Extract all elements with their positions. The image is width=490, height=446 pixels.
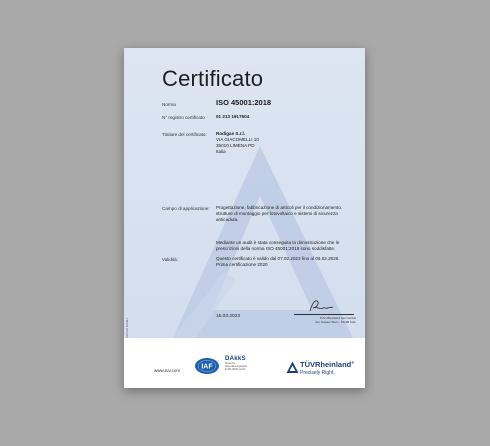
signature: [307, 297, 335, 313]
holder-address: [216, 131, 356, 155]
certificate-footer: [124, 338, 365, 388]
holder-city: 35010 LIMENA PD: [216, 143, 255, 148]
signature-org-address: Am Grauen Stein · 51105 Köln: [315, 320, 356, 324]
registration-value: 01 213 1917604: [216, 114, 250, 119]
signature-line: [294, 314, 354, 315]
dakks-logo: [225, 356, 261, 371]
page-title: Certificato: [162, 66, 264, 91]
tuv-slogan: Precisely Right.: [300, 370, 335, 376]
iaf-logo-text: IAF: [201, 363, 213, 371]
holder-name: Rodigas S.r.l.: [216, 131, 246, 136]
scope-label: Campo di applicazione:: [162, 206, 210, 211]
signature-organization: [294, 316, 356, 324]
tuv-triangle-icon: [286, 361, 299, 374]
signature-org-name: TÜV Rheinland Cert GmbH: [319, 316, 356, 320]
tuv-brand-text: TÜVRheinland: [300, 360, 352, 369]
tuv-brand-name: [300, 360, 354, 369]
dakks-sub-1: Deutsche: [225, 362, 236, 365]
registered-mark: ®: [351, 360, 355, 365]
norm-label: Norma: [162, 102, 176, 107]
audit-text: Mediante un audit è stata conseguita la dimostrazione che le prescrizioni della norma ISO 45001:2018 sono soddisfatte.: [216, 240, 340, 251]
registration-label: N° registro certificato: [162, 115, 205, 120]
first-certification: Prima certificazione 2020: [216, 262, 268, 267]
validity-period: Questo certificato è valido dal 07.02.2023 fino al 06.02.2026.: [216, 256, 340, 261]
norm-value: ISO 45001:2018: [216, 98, 272, 107]
dakks-sub-3: D-ZM-16031-01-00: [225, 368, 246, 371]
scope-text: Progettazione, fabbricazione di articoli per il condizionamento, strutture di montaggio per fotovoltaico e sistemi di sicurezza anticaduta.: [216, 205, 343, 222]
validity-text: [216, 256, 356, 268]
certificate-page: [124, 48, 365, 388]
holder-label: Titolare del certificato:: [162, 132, 207, 137]
website-url: www.tuv.com: [154, 368, 181, 373]
dakks-logo-text: DAkkS: [225, 356, 246, 362]
holder-country: Italia: [216, 149, 226, 154]
dakks-sub-2: Akkreditierungsstelle: [225, 365, 248, 368]
iaf-logo-icon: [194, 357, 220, 375]
issue-date: 15.03.2023: [216, 314, 241, 319]
holder-street: VIA GIACOMELLI 10: [216, 137, 259, 142]
validity-label: Validità:: [162, 257, 179, 262]
